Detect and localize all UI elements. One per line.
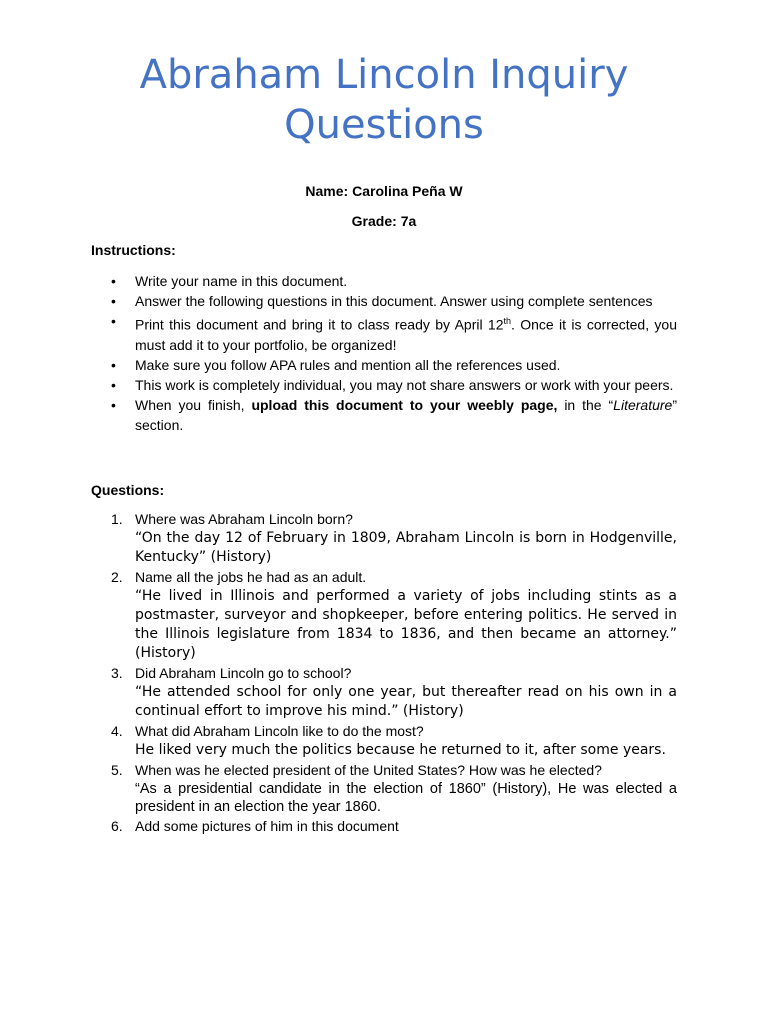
list-item	[91, 760, 677, 816]
bullet-icon: •	[111, 356, 116, 373]
question-number: 4.	[111, 723, 123, 739]
list-item	[91, 291, 677, 311]
instruction-text-mid: in the “	[557, 396, 614, 413]
name-value: Carolina Peña W	[352, 183, 463, 199]
bullet-icon: •	[111, 376, 116, 393]
bullet-icon: •	[111, 293, 116, 309]
instruction-text: This work is completely individual, you may not share answers or work with your peers.	[135, 376, 674, 393]
grade-label: Grade:	[351, 213, 397, 229]
questions-heading: Questions:	[91, 482, 165, 498]
answer-text: “As a presidential candidate in the election of 1860” (History), He was elected a president in an election the year 1860.	[135, 781, 677, 815]
list-item	[91, 721, 677, 760]
list-item	[91, 271, 677, 291]
bullet-icon: •	[111, 313, 116, 329]
instruction-text: Answer the following questions in this document. Answer using complete sentences	[135, 293, 653, 309]
name-label: Name:	[305, 183, 349, 199]
question-text: Name all the jobs he had as an adult.	[135, 569, 367, 585]
question-text: What did Abraham Lincoln like to do the most?	[135, 723, 424, 739]
instruction-text: Print this document and bring it to class ready by April 12	[135, 316, 504, 333]
bullet-icon: •	[111, 396, 116, 413]
list-item	[91, 567, 677, 663]
answer-text: “He lived in Illinois and performed a variety of jobs including stints as a postmaster, surveyor and shopkeeper, before entering politics. He served in the Illinois legislature from 1834 to 1836, and then became an attorney.” (History)	[135, 588, 677, 661]
instructions-heading: Instructions:	[91, 242, 176, 258]
answer-text: “He attended school for only one year, but thereafter read on his own in a continual effort to improve his mind.” (History)	[135, 684, 677, 719]
document-title	[0, 50, 768, 150]
list-item	[91, 375, 677, 395]
instruction-text-post: ” section.	[135, 396, 677, 433]
answer-text: “On the day 12 of February in 1809, Abraham Lincoln is born in Hodgenville, Kentucky” (History)	[135, 530, 677, 565]
list-item	[91, 355, 677, 375]
list-item	[91, 395, 677, 435]
question-number: 3.	[111, 665, 123, 681]
instructions-list	[91, 271, 677, 435]
answer-text: He liked very much the politics because he returned to it, after some years.	[135, 742, 666, 758]
instruction-text-rest: . Once it is corrected, you must add it to your portfolio, be organized!	[135, 316, 678, 353]
question-text: Add some pictures of him in this document	[135, 818, 399, 834]
instruction-bold: upload this document to your weebly page,	[251, 396, 558, 413]
instruction-text: When you finish,	[135, 396, 252, 413]
question-number: 2.	[111, 569, 123, 585]
list-item	[91, 509, 677, 567]
list-item	[91, 311, 677, 355]
question-text: When was he elected president of the United States? How was he elected?	[135, 762, 602, 778]
question-text: Where was Abraham Lincoln born?	[135, 511, 353, 527]
student-name	[0, 183, 768, 199]
list-item	[91, 816, 677, 836]
grade-value: 7a	[400, 213, 417, 229]
bullet-icon: •	[111, 273, 116, 289]
question-number: 6.	[111, 818, 123, 834]
question-number: 5.	[111, 762, 123, 778]
title-line-1: Abraham Lincoln Inquiry	[139, 52, 629, 98]
question-number: 1.	[111, 511, 123, 527]
superscript: th	[503, 316, 512, 326]
title-line-2: Questions	[284, 102, 484, 148]
instruction-italic: Literature	[613, 396, 673, 413]
student-grade	[0, 213, 768, 229]
question-text: Did Abraham Lincoln go to school?	[135, 665, 352, 681]
questions-list	[91, 509, 677, 836]
instruction-text: Make sure you follow APA rules and mention all the references used.	[135, 356, 561, 373]
instruction-text: Write your name in this document.	[135, 273, 348, 289]
list-item	[91, 663, 677, 721]
